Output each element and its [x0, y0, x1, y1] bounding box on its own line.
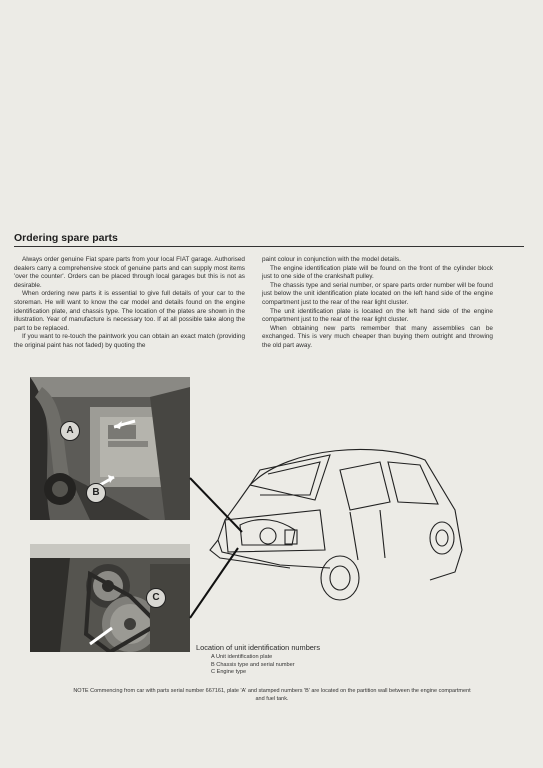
- photo-label-c: [146, 588, 166, 608]
- label-c-text: C: [152, 592, 160, 603]
- left-text-column: [14, 256, 245, 351]
- car-line-drawing: [180, 440, 480, 640]
- paragraph: The chassis type and serial number, or spare parts order number will be found just below the unit identification plate located on the left hand side of the engine compartment just to the rear of the rear light cluster.: [262, 281, 493, 306]
- legend-item-b: B Chassis type and serial number: [211, 661, 295, 668]
- engine-compartment-photo: [30, 377, 190, 520]
- right-text-column: [262, 256, 493, 351]
- figure-legend: [211, 654, 295, 677]
- paragraph: Always order genuine Fiat spare parts from your local FIAT garage. Authorised dealers carry a comprehensive stock of genuine parts and can supply most items 'over the counter'. Orders can be placed through local garages but this is not as desirable.: [14, 256, 245, 289]
- label-a-text: A: [66, 425, 74, 436]
- paragraph: paint colour in conjunction with the model details.: [262, 256, 401, 263]
- label-b-text: B: [92, 487, 100, 498]
- heading-rule: [14, 246, 524, 247]
- engine-pulley-photo-art: [30, 544, 190, 652]
- paragraph: The engine identification plate will be found on the front of the cylinder block just to one side of the crankshaft pulley.: [262, 264, 493, 281]
- paragraph: The unit identification plate is located on the left hand side of the engine compartment just to the rear of the rear light cluster.: [262, 307, 493, 324]
- figure-caption: Location of unit identification numbers: [196, 643, 321, 652]
- paragraph: When obtaining new parts remember that many assemblies can be exchanged. This is very much cheaper than buying them outright and throwing the old part away.: [262, 324, 493, 349]
- engine-pulley-photo: [30, 544, 190, 652]
- paragraph: When ordering new parts it is essential to give full details of your car to the storeman. He will want to know the car model and details found on the engine identification plate, and chassis type. The location of the plates are shown in the illustration. Year of manufacture is necessary too. If at all possible take along the part to be replaced.: [14, 290, 245, 332]
- paragraph: If you want to re-touch the paintwork you can obtain an exact match (providing the original paint has not faded) by quoting the: [14, 333, 245, 349]
- photo-label-a: [60, 421, 80, 441]
- figure-note: NOTE Commencing from car with parts serial number 667161, plate 'A' and stamped numbers 'B' are located on the partition wall between the engine compartment and fuel tank.: [73, 688, 471, 702]
- photo-label-b: [86, 483, 106, 503]
- section-heading: Ordering spare parts: [14, 232, 118, 244]
- legend-item-c: C Engine type: [211, 669, 247, 676]
- engine-compartment-photo-art: [30, 377, 190, 520]
- legend-item-a: A Unit identification plate: [211, 654, 273, 660]
